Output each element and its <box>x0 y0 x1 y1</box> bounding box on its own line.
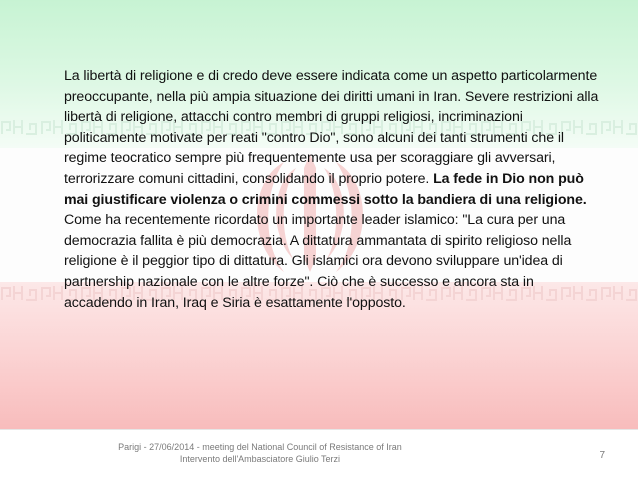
footer-caption <box>90 441 430 465</box>
paragraph-bold-text: La fede in Dio non può mai giustificare violenza o crimini commessi sotto la bandiera di una religione. <box>64 170 587 208</box>
paragraph-text-part-1: La libertà di religione e di credo deve essere indicata come un aspetto particolarmente preoccupante, nella più ampia situazione dei diritti umani in Iran. Severe restrizioni alla libertà di religione, attacchi contro membri di gruppi religiosi, incriminazioni politicamente motivate per reati "contro Dio", sono alcuni dei tanti strumenti che il regime teocratico sempre più frequentemente usa per scoraggiare gli avversari, terrorizzare comuni cittadini, consolidando il proprio potere. <box>64 68 599 187</box>
page-number: 7 <box>599 450 605 461</box>
footer-line-1: Parigi - 27/06/2014 - meeting del National Council of Resistance of Iran <box>118 442 402 452</box>
main-paragraph <box>64 66 604 313</box>
paragraph-text-part-2: Come ha recentemente ricordato un importante leader islamico: "La cura per una democrazia fallita è più democrazia. A dittatura ammantata di spirito religioso nella religione è il peggior tipo di dittatura. Gli islamici ora devono sviluppare un'idea di partnership nazionale con le altre forze". Ciò che è successo e ancora sta in accadendo in Iran, Iraq e Siria è esattamente l'opposto. <box>64 212 572 311</box>
footer-line-2: Intervento dell'Ambasciatore Giulio Terzi <box>179 454 341 464</box>
